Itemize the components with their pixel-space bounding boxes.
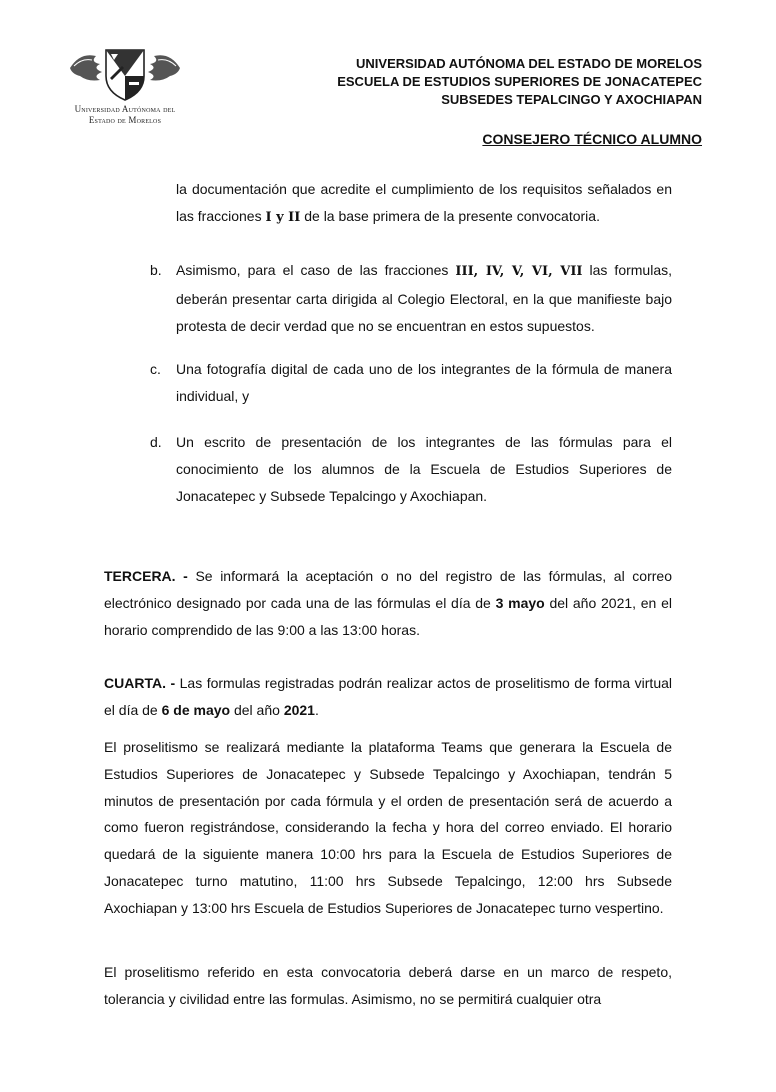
list-marker: b. <box>150 262 162 278</box>
list-item-text: Un escrito de presentación de los integrantes de las fórmulas para el conocimiento de los alumnos de la Escuela de Estudios Superiores de Jonacatepec y Subsede Tepalcingo y Axochiapan. <box>176 434 672 504</box>
logo-caption-line-1: Universidad Autónoma del <box>74 104 176 114</box>
tercera-label: TERCERA. - <box>104 568 188 584</box>
tercera-date: 3 mayo <box>495 594 545 611</box>
list-marker: c. <box>150 361 161 377</box>
cuarta-year: 2021 <box>283 701 315 718</box>
crest-icon <box>66 46 184 102</box>
continuation-end: de la base primera de la presente convocatoria. <box>300 207 600 224</box>
continuation-bold: I y II <box>265 209 301 225</box>
item-b-text-end: las formulas, deberán presentar carta dirigida al Colegio Electoral, en la que manifieste bajo protesta de decir verdad que no se encuentran en estos supuestos. <box>176 262 672 334</box>
cuarta-label: CUARTA. - <box>104 675 176 691</box>
logo-caption <box>62 104 188 126</box>
proselitismo-paragraph: El proselitismo se realizará mediante la plataforma Teams que generara la Escuela de Estudios Superiores de Jonacatepec y Subsede Tepalcingo y Axochiapan, tendrán 5 minutos de presentación por cada fórmula y el orden de presentación será de acuerdo a como fueron registrándose, considerando la fecha y hora del correo enviado. El horario quedará de la siguiente manera 10:00 hrs para la Escuela de Estudios Superiores de Jonacatepec turno matutino, 11:00 hrs Subsede Tepalcingo, 12:00 hrs Subsede Axochiapan y 13:00 hrs Escuela de Estudios Superiores de Jonacatepec turno vespertino. <box>104 739 672 916</box>
institution-line-3: SUBSEDES TEPALCINGO Y AXOCHIAPAN <box>441 92 702 107</box>
continuation-paragraph <box>176 176 672 232</box>
university-logo <box>62 46 188 126</box>
list-item-b <box>150 257 672 339</box>
continuation-text: la documentación que acredite el cumplimiento de los requisitos señalados en las fracciones <box>176 181 672 224</box>
list-item-text: Una fotografía digital de cada uno de los integrantes de la fórmula de manera individual, y <box>176 361 672 404</box>
cuarta-text: Las formulas registradas podrán realizar actos de proselitismo de forma virtual el día de <box>104 675 673 718</box>
list-item-c <box>150 356 672 410</box>
cuarta-text-mid: del año <box>230 701 284 718</box>
list-item-d <box>150 429 672 509</box>
council-title: CONSEJERO TÉCNICO ALUMNO <box>482 131 702 147</box>
tercera-text-end: del año 2021, en el horario comprendido de las 9:00 a las 13:00 horas. <box>104 594 672 638</box>
cuarta-text-end: . <box>314 701 319 718</box>
respeto-paragraph: El proselitismo referido en esta convocatoria deberá darse en un marco de respeto, tolerancia y civilidad entre las formulas. Asimismo, no se permitirá cualquier otra <box>104 964 672 1007</box>
list-marker: d. <box>150 434 162 450</box>
tercera-text: Se informará la aceptación o no del registro de las fórmulas, al correo electrónico designado por cada una de las fórmulas el día de <box>104 568 672 611</box>
item-b-bold: III, IV, V, VI, VII <box>455 264 583 279</box>
tercera-paragraph <box>104 563 672 643</box>
institution-line-1: UNIVERSIDAD AUTÓNOMA DEL ESTADO DE MORELOS <box>356 56 702 71</box>
list-item-text <box>176 257 672 339</box>
cuarta-paragraph <box>104 670 672 724</box>
institution-header <box>337 55 702 109</box>
cuarta-date: 6 de mayo <box>161 701 231 718</box>
item-b-text: Asimismo, para el caso de las fracciones <box>176 262 456 278</box>
institution-line-2: ESCUELA DE ESTUDIOS SUPERIORES DE JONACATEPEC <box>337 74 702 89</box>
logo-caption-line-2: Estado de Morelos <box>88 115 162 125</box>
